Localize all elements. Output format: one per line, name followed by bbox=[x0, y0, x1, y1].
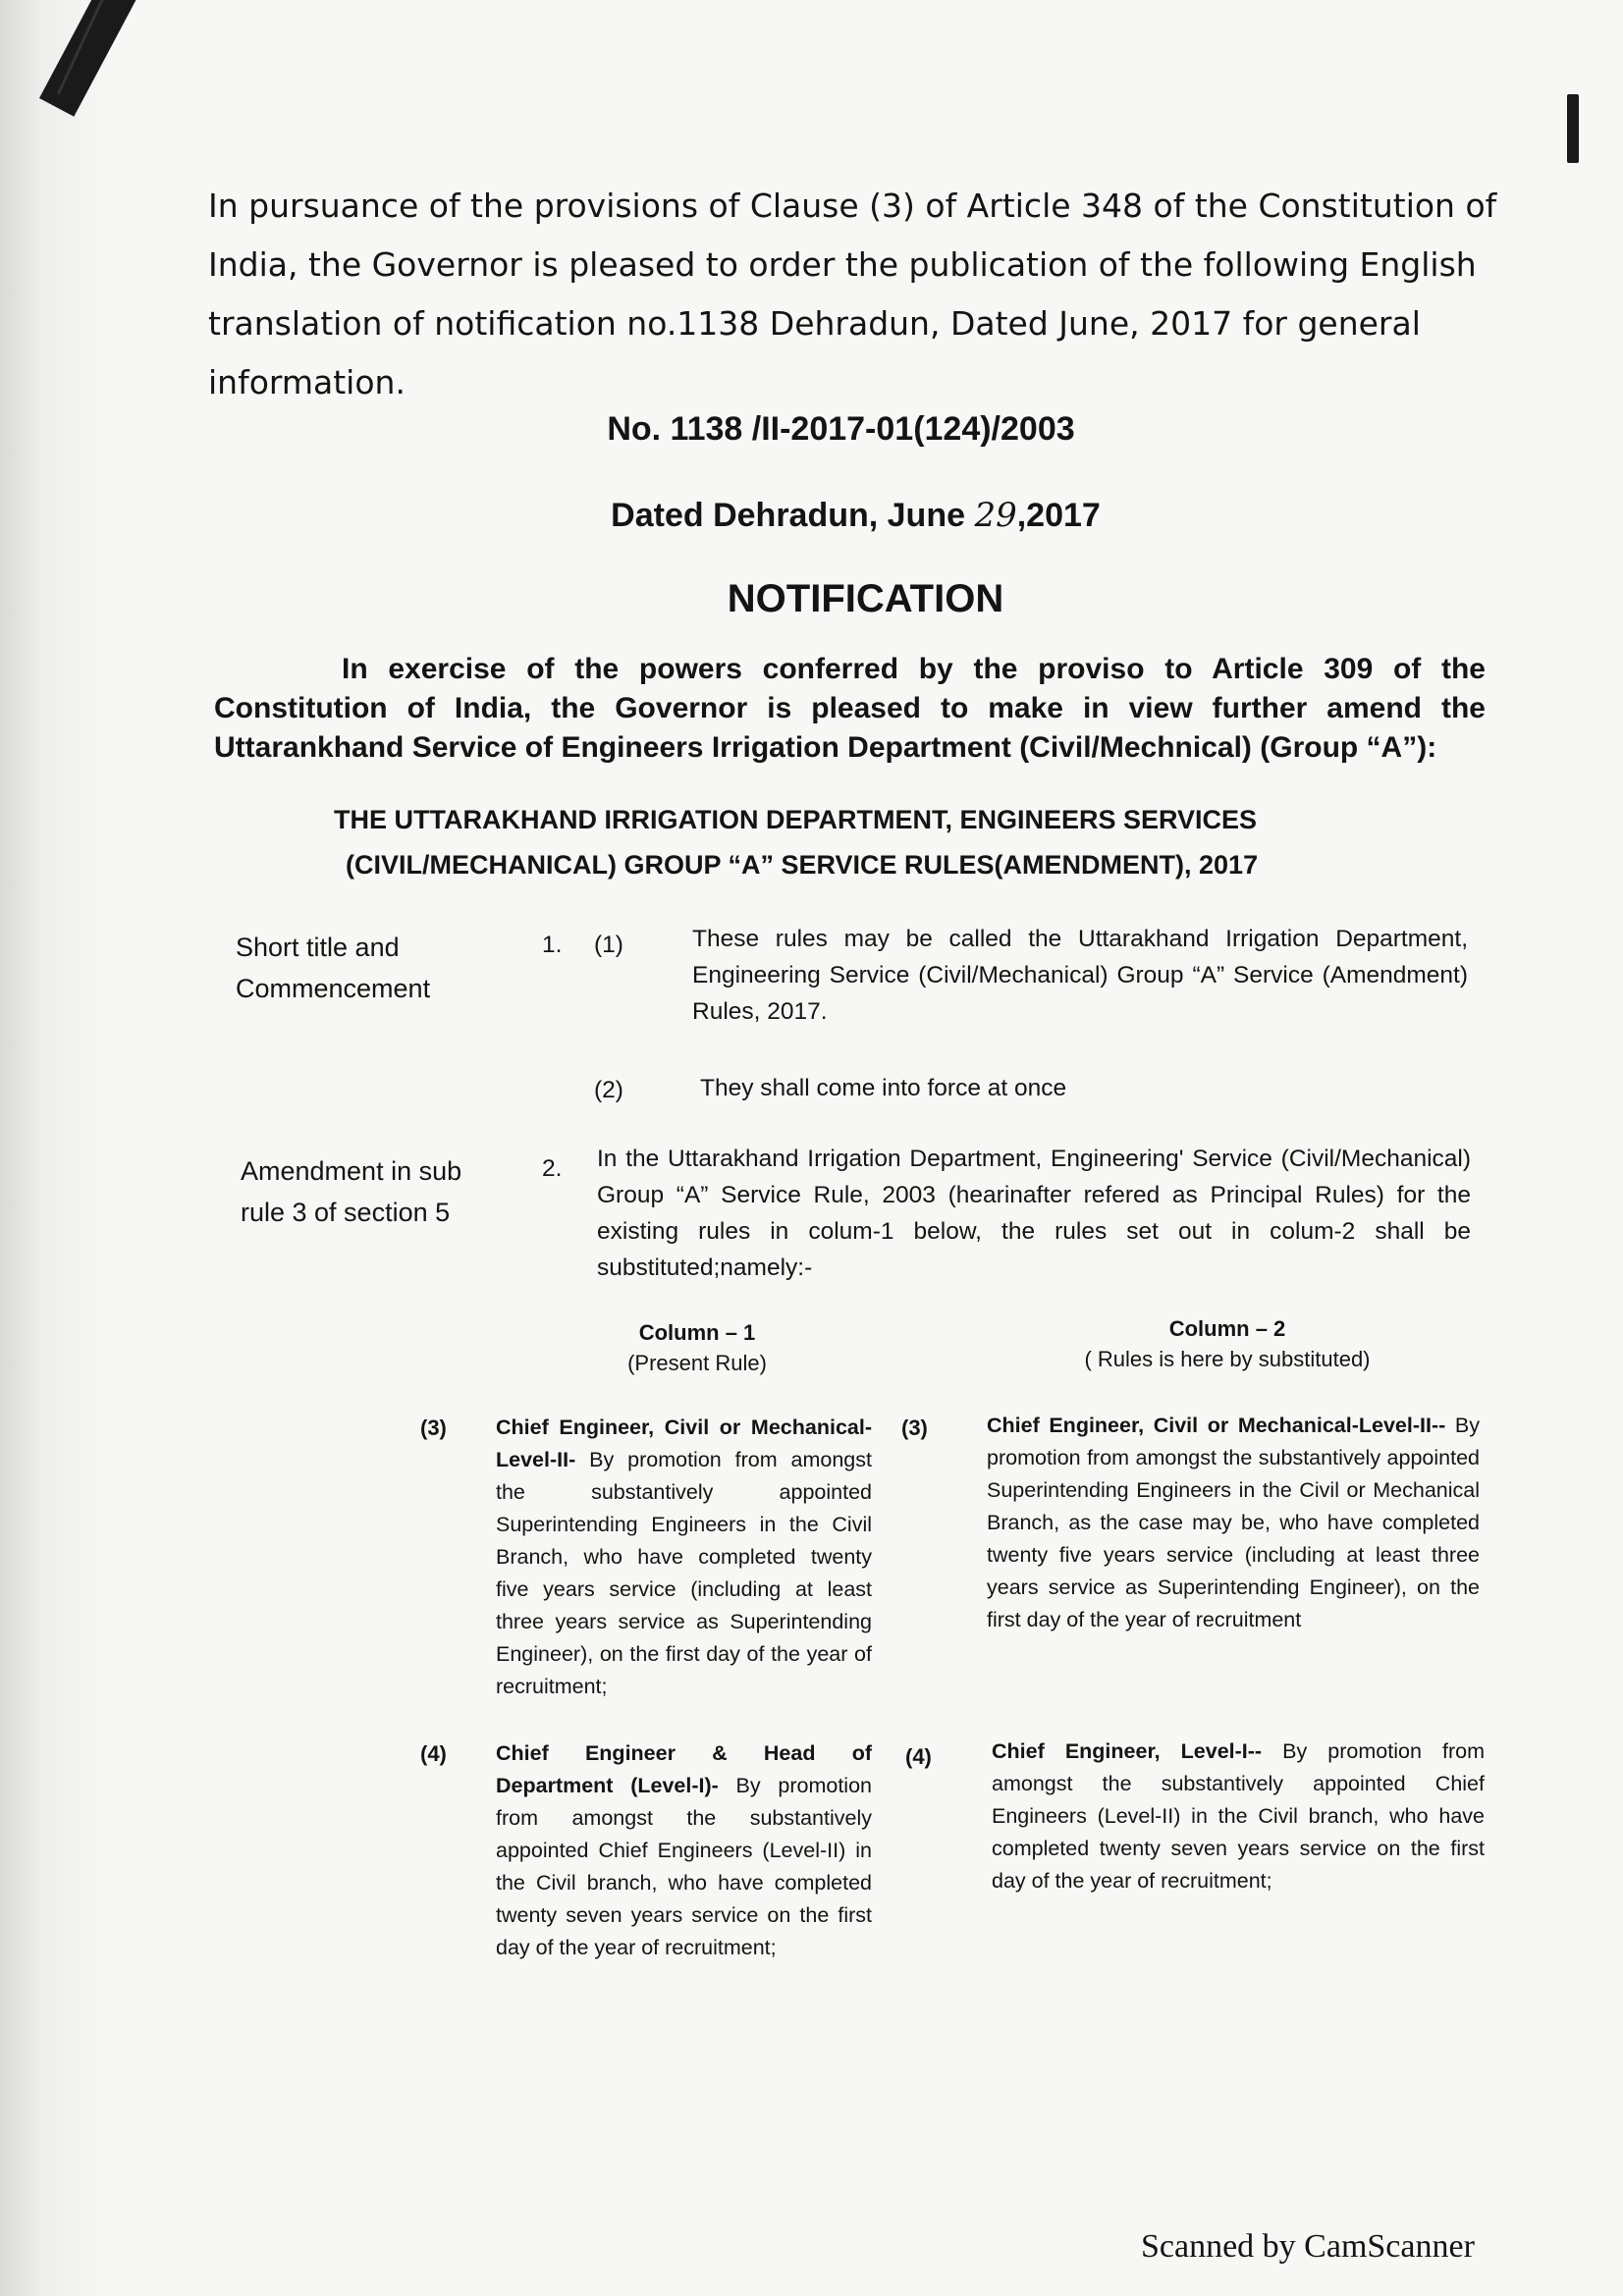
rule2-text: In the Uttarakhand Irrigation Department, Engineering' Service (Civil/Mechanical) Group “A” Service Rule, 2003 (hearinafter refered as Principal Rules) for the existing rules in colum-1 below, the rules set out in colum-2 shall be substituted;namely:- bbox=[597, 1146, 1471, 1281]
right-item-number: (4) bbox=[905, 1744, 932, 1769]
date-suffix: ,2017 bbox=[1016, 497, 1101, 534]
rule1-sub2-text: They shall come into force at once bbox=[700, 1075, 1067, 1101]
rule1-sub1-text: These rules may be called the Uttarakhand Irrigation Department, Engineering Service (Civil/Mechanical) Group “A” Service (Amendment) Rules, 2017. bbox=[692, 926, 1468, 1025]
rule2-side-title: Amendment in sub rule 3 of section 5 bbox=[241, 1156, 462, 1227]
intro-line: translation of notification no.1138 Dehradun, Dated June, 2017 for general bbox=[208, 304, 1421, 343]
right-rule-body: By promotion from amongst the substantively appointed Chief Engineers (Level-II) in the Civil branch, who have completed twenty seven years service on the first day of the year of recruitment; bbox=[992, 1739, 1485, 1893]
left-rule-heading: Chief Engineer, Civil or Mechanical-Level-II- bbox=[496, 1415, 872, 1471]
intro-line: information. bbox=[208, 363, 406, 401]
column1-header bbox=[555, 1317, 839, 1378]
left-item-number: (4) bbox=[420, 1741, 447, 1766]
right-rule-heading: Chief Engineer, Level-I-- bbox=[992, 1739, 1263, 1763]
rule1-sub1-number: (1) bbox=[594, 932, 623, 958]
column2-header bbox=[1051, 1313, 1404, 1374]
rules-title-line2: (CIVIL/MECHANICAL) GROUP “A” SERVICE RULES(AMENDMENT), 2017 bbox=[346, 850, 1259, 880]
right-rule-text bbox=[987, 1410, 1480, 1636]
rule1-side-title: Short title and Commencement bbox=[236, 933, 431, 1003]
page-title: NOTIFICATION bbox=[727, 577, 1004, 620]
intro-line: In pursuance of the provisions of Clause (3) of Article 348 of the Constitution of bbox=[208, 187, 1497, 225]
rule1-sub2-number: (2) bbox=[594, 1077, 623, 1103]
scan-shadow bbox=[0, 0, 108, 2296]
intro-line: India, the Governor is pleased to order the publication of the following English bbox=[208, 245, 1477, 284]
scanner-watermark: Scanned by CamScanner bbox=[1141, 2228, 1475, 2265]
preamble-paragraph: In exercise of the powers conferred by the proviso to Article 309 of the Constitution of India, the Governor is pleased to make in view further amend the Uttarankhand Service of Engineers Irrigation Department (Civil/Mechnical) (Group “A”): bbox=[214, 653, 1486, 764]
notification-date bbox=[44, 496, 1623, 535]
left-rule-text bbox=[496, 1412, 872, 1703]
column2-title: Column – 2 bbox=[1168, 1316, 1286, 1341]
column1-subtitle: (Present Rule) bbox=[627, 1351, 767, 1375]
left-rule-body: By promotion from amongst the substantively appointed Chief Engineers (Level-II) in the Civil branch, who have completed twenty seven years service on the first day of the year of recruitment; bbox=[496, 1774, 872, 1959]
right-item-number: (3) bbox=[901, 1415, 928, 1440]
rule1-number: 1. bbox=[542, 932, 563, 958]
column1-title: Column – 1 bbox=[638, 1320, 756, 1345]
date-prefix: Dated Dehradun, June bbox=[611, 497, 975, 534]
left-rule-text bbox=[496, 1737, 872, 1964]
left-rule-body: By promotion from amongst the substantively appointed Superintending Engineers in the Civil Branch, who have completed twenty five years service (including at least three years service as Superintending Engineer), on the first day of the year of recruitment; bbox=[496, 1448, 872, 1698]
left-rule-heading: Chief Engineer & Head of Department (Level-I)- bbox=[496, 1741, 872, 1797]
scan-corner-mark bbox=[1567, 94, 1579, 163]
rules-title-line1: THE UTTARAKHAND IRRIGATION DEPARTMENT, ENGINEERS SERVICES bbox=[334, 805, 1258, 834]
date-day-handwritten: 29 bbox=[974, 496, 1017, 535]
rule2-number: 2. bbox=[542, 1155, 563, 1182]
column2-subtitle: ( Rules is here by substituted) bbox=[1084, 1347, 1371, 1371]
right-rule-heading: Chief Engineer, Civil or Mechanical-Level-II-- bbox=[987, 1414, 1446, 1437]
notification-number: No. 1138 /II-2017-01(124)/2003 bbox=[607, 410, 1075, 448]
left-item-number: (3) bbox=[420, 1415, 447, 1440]
right-rule-body: By promotion from amongst the substantively appointed Superintending Engineers in the Civil or Mechanical Branch, as the case may be, who have completed twenty five years service (including at least three years service as Superintending Engineer), on the first day of the year of recruitment bbox=[987, 1414, 1480, 1631]
right-rule-text bbox=[992, 1735, 1485, 1897]
